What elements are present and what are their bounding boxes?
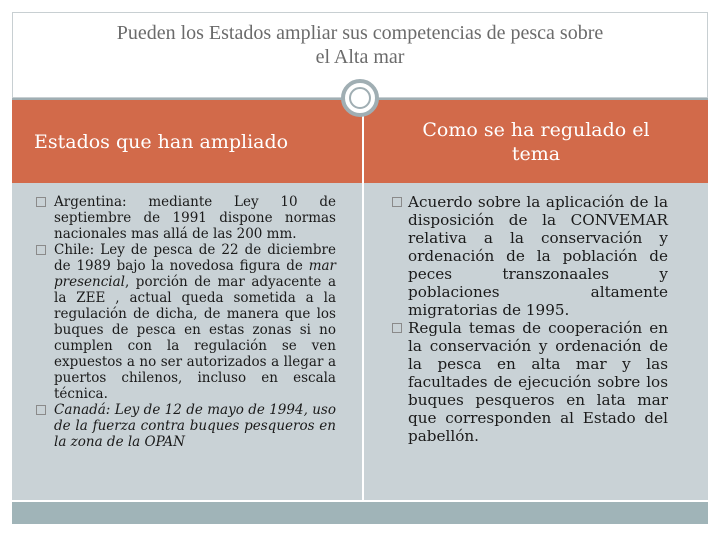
right-header-text: Como se ha regulado el tema [422,118,650,165]
bullet-icon [36,197,46,207]
list-item-canada [36,402,336,450]
bullet-icon [36,245,46,255]
left-column-header [12,100,362,183]
list-item-chile [36,242,336,402]
chile-text-post: , porción de mar adyacente a la ZEE , actual queda sometida a la regulación de dicha, de manera que los buques de pesca en estas zonas si no cumplen con la regulación se ven expuestos a no ser autorizados a llegar a puertos chilenos, incluso en escala técnica. [54,274,336,402]
bullet-icon [36,405,46,415]
chile-text-pre: Chile: Ley de pesca de 22 de diciembre de 1989 bajo la novedosa figura de [54,242,336,274]
circle-ornament-icon [341,79,379,117]
argentina-text: Argentina: mediante Ley 10 de septiembre de 1991 dispone normas nacionales mas allá de las 200 mm. [54,194,336,242]
regula-text: Regula temas de cooperación en la conservación y ordenación de la pesca en alta mar y las facultades de ejecución sobre los buques pesqueros en lata mar que corresponden al Estado del pabellón. [408,319,668,445]
chile-text-emphasis: mar presencial [54,258,336,290]
bullet-icon [392,323,402,333]
bullet-icon [392,197,402,207]
right-column-header [364,100,708,183]
list-item-argentina [36,194,336,242]
list-item-regula [392,319,668,445]
slide-title-line-1: Pueden los Estados ampliar sus competencias de pesca sobre [116,22,604,44]
left-column [12,100,362,500]
slide-title-line-2: el Alta mar [315,46,405,68]
right-column-body [364,183,708,445]
left-header-text: Estados que han ampliado [34,130,289,153]
list-item-acuerdo [392,193,668,319]
left-column-body [12,183,362,450]
acuerdo-text: Acuerdo sobre la aplicación de la disposición de la CONVEMAR relativa a la conservación y ordenación de la población de peces transzonaales y poblaciones altamente migratorias de 1995. [408,193,668,319]
right-column [364,100,708,500]
canada-text: Canadá: Ley de 12 de mayo de 1994, uso de la fuerza contra buques pesqueros en la zona de la OPAN [54,402,336,450]
footer-bar [12,502,708,524]
